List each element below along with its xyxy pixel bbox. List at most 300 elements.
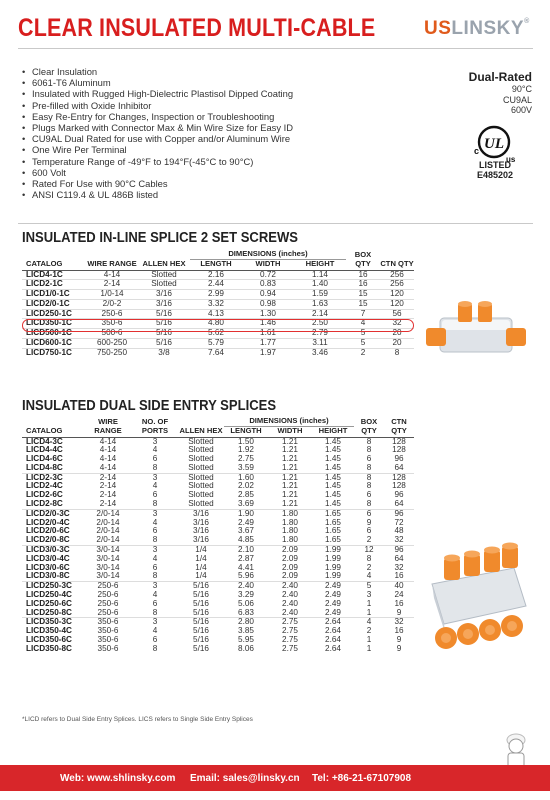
- table-cell: 128: [392, 481, 406, 491]
- table2-title: INSULATED DUAL SIDE ENTRY SPLICES: [22, 398, 277, 414]
- table-cell: 1.45: [325, 445, 341, 455]
- inline-splice-photo: [420, 292, 532, 374]
- table-cell: 64: [394, 499, 404, 509]
- table-cell: 9: [396, 635, 402, 645]
- catalog-cell: LICD2-8C: [26, 499, 63, 509]
- table-cell: 6: [152, 635, 158, 645]
- table-cell: 2.40: [224, 582, 268, 591]
- table-cell: 0.98: [242, 299, 294, 309]
- table-cell: 3: [132, 618, 178, 627]
- table-cell: 16: [394, 598, 404, 608]
- table-cell: 5/16: [193, 635, 209, 645]
- ul-c-text: c: [474, 146, 480, 156]
- table-cell: 1.77: [242, 339, 294, 349]
- logo-linsky-text: LINSKY: [451, 18, 525, 39]
- table-cell: 4.13: [190, 309, 242, 319]
- table-cell: 4: [152, 445, 158, 455]
- table-cell: 6: [152, 490, 158, 500]
- col-width: WIDTH: [255, 258, 281, 268]
- col-wire-range: WIRE RANGE: [94, 417, 122, 435]
- table-cell: 8.06: [238, 643, 254, 653]
- highlight-oval: [22, 319, 414, 332]
- table-cell: 2.80: [224, 618, 268, 627]
- catalog-cell: LICD2-1C: [22, 280, 86, 290]
- table-cell: 5/16: [138, 329, 190, 339]
- table-cell: 2.40: [268, 582, 312, 591]
- table-cell: 2.64: [325, 643, 341, 653]
- table-cell: 9: [396, 643, 402, 653]
- table-row: [22, 509, 414, 518]
- table-cell: 8: [152, 499, 158, 509]
- table-cell: 2.64: [325, 626, 341, 636]
- table-cell: 6: [152, 562, 158, 572]
- table-cell: 6: [366, 454, 372, 464]
- catalog-cell: LICD3/0-4C: [26, 553, 70, 563]
- dual-side-entry-table: [22, 417, 414, 654]
- table-cell: 256: [380, 280, 414, 290]
- table-cell: 15: [346, 290, 380, 300]
- table-cell: 32: [394, 562, 404, 572]
- table-cell: 5/16: [193, 598, 209, 608]
- table-cell: 3.85: [238, 626, 254, 636]
- catalog-cell: LICD600-1C: [22, 339, 86, 349]
- table-cell: 1.65: [325, 526, 341, 536]
- table-cell: 72: [394, 517, 404, 527]
- table-cell: Slotted: [178, 473, 224, 482]
- table-cell: 5/16: [178, 618, 224, 627]
- table-cell: 350-6: [86, 319, 138, 329]
- table-cell: 24: [394, 590, 404, 600]
- table-cell: 1.80: [268, 509, 312, 518]
- table-cell: 2.64: [325, 635, 341, 645]
- table-cell: 4-14: [103, 269, 121, 279]
- table-cell: 4-14: [99, 436, 117, 446]
- table-cell: 3.46: [294, 348, 346, 357]
- table-cell: 2.49: [325, 590, 341, 600]
- logo-us-text: US: [424, 18, 452, 39]
- table-cell: 4: [366, 571, 372, 581]
- table-cell: 8: [366, 499, 372, 509]
- table-cell: 1.65: [325, 517, 341, 527]
- table-cell: 350-6: [97, 626, 119, 636]
- table-cell: 250-6: [86, 309, 138, 319]
- table-cell: 1.46: [242, 319, 294, 329]
- table-row: [22, 437, 414, 446]
- table-row: [22, 482, 414, 491]
- table-cell: 3: [132, 582, 178, 591]
- table-row: [22, 636, 414, 645]
- table-row: [22, 473, 414, 482]
- table-cell: 128: [384, 473, 414, 482]
- table-cell: 3.29: [238, 590, 254, 600]
- page-title: CLEAR INSULATED MULTI-CABLE: [18, 14, 376, 42]
- listed-text: LISTED: [478, 160, 511, 170]
- table-cell: 1.61: [242, 329, 294, 339]
- table-cell: 2.75: [282, 626, 298, 636]
- table-cell: 2: [366, 626, 372, 636]
- table-cell: 32: [380, 319, 414, 329]
- table-cell: 2: [346, 348, 380, 357]
- table-cell: 1.45: [325, 490, 341, 500]
- col-allen-hex: ALLEN HEX: [142, 258, 186, 268]
- table-cell: 6: [366, 490, 372, 500]
- table-cell: 2.09: [282, 571, 298, 581]
- table-cell: 56: [380, 309, 414, 319]
- table-cell: 6: [354, 509, 384, 518]
- catalog-cell: LICD2/0-8C: [26, 535, 70, 545]
- catalog-cell: LICD250-4C: [26, 590, 72, 600]
- table-cell: 250-6: [97, 598, 119, 608]
- table-cell: 1.21: [282, 454, 298, 464]
- table-cell: 8: [366, 436, 372, 446]
- table-cell: 5/16: [138, 309, 190, 319]
- col-length: LENGTH: [230, 425, 262, 435]
- table-cell: 5/16: [193, 643, 209, 653]
- table-cell: 250-6: [97, 607, 119, 617]
- table-row: [22, 572, 414, 581]
- catalog-cell: LICD2/0-6C: [26, 526, 70, 536]
- table-cell: 1.21: [282, 462, 298, 472]
- table-cell: 0.83: [242, 280, 294, 290]
- catalog-cell: LICD350-6C: [26, 635, 72, 645]
- table-cell: 2.49: [325, 598, 341, 608]
- table-cell: 1.30: [242, 309, 294, 319]
- table-cell: 32: [394, 535, 404, 545]
- table-row: [22, 564, 414, 573]
- table-cell: 2-14: [99, 481, 117, 491]
- table-cell: 5/16: [193, 626, 209, 636]
- table-cell: 3/0-14: [96, 562, 120, 572]
- table-cell: 2.49: [238, 517, 254, 527]
- table-cell: 2: [366, 535, 372, 545]
- table-cell: 8: [152, 462, 158, 472]
- table-cell: 5: [354, 582, 384, 591]
- table-row: [22, 627, 414, 636]
- table-cell: 3/0-14: [84, 546, 132, 555]
- table-cell: 1: [366, 598, 372, 608]
- catalog-cell: LICD2-4C: [26, 481, 63, 491]
- table-cell: 16: [394, 571, 404, 581]
- table-cell: 1.65: [312, 509, 354, 518]
- table-cell: 5.06: [238, 598, 254, 608]
- table-cell: 6: [152, 598, 158, 608]
- table-row: [22, 464, 414, 473]
- table-cell: 5/16: [178, 582, 224, 591]
- feature-item: • 600 Volt: [22, 167, 293, 178]
- table-row: [22, 618, 414, 627]
- feature-item: • ANSI C119.4 & UL 486B listed: [22, 189, 293, 200]
- table-cell: 1/4: [195, 553, 207, 563]
- table-cell: 1.21: [282, 445, 298, 455]
- table-cell: 1.65: [325, 535, 341, 545]
- table-cell: 4: [152, 590, 158, 600]
- section-divider: [18, 223, 533, 224]
- table-cell: 2.09: [282, 562, 298, 572]
- table-row: [22, 339, 414, 349]
- col-catalog: CATALOG: [26, 425, 63, 435]
- table-cell: 3: [132, 473, 178, 482]
- table-cell: 20: [380, 329, 414, 339]
- table-cell: 1.60: [224, 473, 268, 482]
- table-row: [22, 455, 414, 464]
- header-divider: [18, 48, 533, 49]
- table-cell: 4-14: [99, 462, 117, 472]
- table-cell: 3.69: [238, 499, 254, 509]
- table-cell: 20: [380, 339, 414, 349]
- table-cell: 1/4: [195, 571, 207, 581]
- catalog-cell: LICD4-3C: [26, 436, 63, 446]
- table-cell: 1.21: [282, 499, 298, 509]
- table-cell: 8: [366, 462, 372, 472]
- table-cell: 1.59: [294, 290, 346, 300]
- table-cell: 9: [366, 517, 372, 527]
- table-cell: 1.40: [294, 280, 346, 290]
- table-cell: Slotted: [151, 269, 177, 279]
- table-cell: 2.02: [238, 481, 254, 491]
- table-cell: 8: [152, 643, 158, 653]
- table-cell: 6: [152, 526, 158, 536]
- col-dimensions: DIMENSIONS (inches): [224, 417, 354, 426]
- table-cell: 1: [366, 607, 372, 617]
- table-cell: 96: [384, 509, 414, 518]
- table-cell: 1.80: [282, 526, 298, 536]
- table-cell: 0.94: [242, 290, 294, 300]
- table-cell: 2/0-14: [96, 517, 120, 527]
- table-cell: 1/0-14: [86, 290, 138, 300]
- table-cell: 2.44: [190, 280, 242, 290]
- table-cell: 1/4: [178, 546, 224, 555]
- table-cell: 3/16: [193, 517, 209, 527]
- table-cell: 1.45: [312, 473, 354, 482]
- table-cell: 4: [152, 626, 158, 636]
- table-cell: 5/16: [193, 607, 209, 617]
- table-cell: 2.40: [282, 598, 298, 608]
- catalog-cell: LICD350-4C: [26, 626, 72, 636]
- table-cell: 7: [346, 309, 380, 319]
- table-cell: 8: [366, 553, 372, 563]
- catalog-cell: LICD3/0-3C: [22, 546, 84, 555]
- table-cell: 8: [366, 445, 372, 455]
- table-cell: 3/16: [138, 290, 190, 300]
- table-cell: 250-6: [97, 590, 119, 600]
- table-cell: 96: [394, 454, 404, 464]
- table-row: [22, 446, 414, 455]
- table-cell: 1.97: [242, 348, 294, 357]
- table-cell: 64: [394, 462, 404, 472]
- table-cell: 1.92: [238, 445, 254, 455]
- table-row: [22, 491, 414, 500]
- table-cell: 48: [394, 526, 404, 536]
- table-cell: 1.21: [268, 473, 312, 482]
- feature-item: • Plugs Marked with Connector Max & Min Wire Size for Easy ID: [22, 122, 293, 133]
- table-cell: 8: [366, 481, 372, 491]
- table-cell: 6: [366, 526, 372, 536]
- table-row: [22, 299, 414, 309]
- table-cell: 5.79: [190, 339, 242, 349]
- dual-rated-heading: Dual-Rated: [468, 70, 532, 84]
- table-cell: 4.85: [238, 535, 254, 545]
- feature-item: • 6061-T6 Aluminum: [22, 77, 293, 88]
- table-cell: 2.79: [294, 329, 346, 339]
- table-cell: 1.99: [312, 546, 354, 555]
- feature-list: [22, 66, 293, 200]
- table-cell: 2.09: [268, 546, 312, 555]
- table-cell: 1.80: [282, 517, 298, 527]
- table-cell: 5/16: [138, 319, 190, 329]
- table-cell: 3/16: [193, 535, 209, 545]
- feature-item: • Rated For Use with 90°C Cables: [22, 178, 293, 189]
- table-cell: 1.99: [325, 562, 341, 572]
- table-row: [22, 600, 414, 609]
- table-cell: 1.45: [325, 462, 341, 472]
- col-box-qty: BOX QTY: [354, 250, 372, 268]
- table-row: [22, 536, 414, 545]
- table-cell: Slotted: [188, 436, 214, 446]
- table-cell: 0.72: [260, 269, 276, 279]
- catalog-cell: LICD4-6C: [26, 454, 63, 464]
- catalog-cell: LICD2/0-1C: [22, 299, 86, 309]
- table-row: [22, 582, 414, 591]
- table-cell: 5.95: [238, 635, 254, 645]
- table-row: [22, 527, 414, 536]
- website-link[interactable]: Web: www.shlinsky.com: [60, 773, 176, 784]
- contact-footer: [0, 765, 550, 791]
- table-cell: 4-14: [99, 445, 117, 455]
- table-cell: 3/16: [193, 526, 209, 536]
- table-cell: 3/8: [138, 348, 190, 357]
- feature-item: • Pre-filled with Oxide Inhibitor: [22, 100, 293, 111]
- table-cell: 3/0-14: [96, 571, 120, 581]
- table-cell: 8: [152, 535, 158, 545]
- table-row: [22, 519, 414, 528]
- table-cell: 5.96: [238, 571, 254, 581]
- feature-item: • Clear Insulation: [22, 66, 293, 77]
- table-cell: 5.62: [190, 329, 242, 339]
- ul-mark-text: UL: [484, 136, 504, 152]
- table-cell: Slotted: [188, 481, 214, 491]
- table-cell: Slotted: [188, 445, 214, 455]
- table-cell: 96: [384, 546, 414, 555]
- table-cell: 120: [380, 299, 414, 309]
- rating-line: CU9AL: [502, 94, 532, 105]
- catalog-cell: LICD2/0-4C: [26, 517, 70, 527]
- table-cell: Slotted: [138, 280, 190, 290]
- col-catalog: CATALOG: [26, 258, 63, 268]
- table-cell: 15: [346, 299, 380, 309]
- table-cell: 1.45: [325, 499, 341, 509]
- table1-title: INSULATED IN-LINE SPLICE 2 SET SCREWS: [22, 230, 299, 246]
- ul-file-number: E485202: [476, 170, 514, 180]
- table-row: [22, 348, 414, 357]
- table-cell: 2-14: [99, 499, 117, 509]
- table-cell: 2/0-14: [96, 526, 120, 536]
- table-cell: 4: [152, 481, 158, 491]
- col-allen-hex: ALLEN HEX: [179, 425, 223, 435]
- table-row: [22, 555, 414, 564]
- table-cell: 2.16: [208, 269, 224, 279]
- table-cell: 6.83: [238, 607, 254, 617]
- table-cell: 4: [152, 553, 158, 563]
- table-cell: 5: [346, 339, 380, 349]
- table-cell: 16: [394, 626, 404, 636]
- feature-item: • Insulated with Rugged High-Dielectric Plastisol Dipped Coating: [22, 88, 293, 99]
- col-width: WIDTH: [277, 425, 303, 435]
- catalog-cell: LICD3/0-6C: [26, 562, 70, 572]
- table-cell: 2-14: [86, 280, 138, 290]
- table-cell: 64: [394, 553, 404, 563]
- table-cell: 2.99: [190, 290, 242, 300]
- table-cell: 5/16: [138, 339, 190, 349]
- feature-item: • Temperature Range of -49°F to 194°F(-45°C to 90°C): [22, 156, 293, 167]
- email-link[interactable]: Email: sales@linsky.cn: [190, 773, 300, 784]
- table-cell: 8: [152, 607, 158, 617]
- col-ctn-qty: CTN QTY: [391, 417, 407, 435]
- catalog-cell: LICD3/0-8C: [26, 571, 70, 581]
- catalog-cell: LICD350-3C: [22, 618, 84, 627]
- dual-side-entry-photo: [418, 540, 536, 670]
- catalog-cell: LICD250-6C: [26, 598, 72, 608]
- table-cell: 3.59: [238, 462, 254, 472]
- table-cell: 32: [384, 618, 414, 627]
- table-cell: 3: [132, 546, 178, 555]
- table-cell: 2.85: [238, 490, 254, 500]
- col-height: HEIGHT: [305, 258, 335, 268]
- table-cell: 1/4: [195, 562, 207, 572]
- catalog-cell: LICD1/0-1C: [22, 290, 86, 300]
- catalog-cell: LICD2-3C: [22, 473, 84, 482]
- catalog-cell: LICD4-4C: [26, 445, 63, 455]
- dual-rated-block: [432, 70, 532, 116]
- table-cell: 4.41: [238, 562, 254, 572]
- table-row: [22, 290, 414, 300]
- table-cell: Slotted: [188, 490, 214, 500]
- table-cell: 2.75: [268, 618, 312, 627]
- catalog-cell: LICD250-1C: [22, 309, 86, 319]
- col-height: HEIGHT: [318, 425, 348, 435]
- table-cell: 3/0-14: [96, 553, 120, 563]
- table-cell: 2-14: [99, 490, 117, 500]
- catalog-cell: LICD350-1C: [22, 319, 86, 329]
- table-cell: 1.14: [312, 269, 328, 279]
- table-cell: 96: [394, 490, 404, 500]
- brand-logo: [424, 18, 530, 40]
- table-cell: 1.45: [325, 454, 341, 464]
- table-cell: 4: [346, 319, 380, 329]
- table-cell: 2.75: [282, 643, 298, 653]
- table-cell: 1: [366, 643, 372, 653]
- table-cell: 2/0-2: [86, 299, 138, 309]
- table-cell: 1.63: [294, 299, 346, 309]
- table-row: [22, 591, 414, 600]
- feature-item: • One Wire Per Terminal: [22, 144, 293, 155]
- feature-item: • Easy Re-Entry for Changes, Inspection or Troubleshooting: [22, 111, 293, 122]
- table-cell: 3.67: [238, 526, 254, 536]
- table-cell: 2.49: [312, 582, 354, 591]
- table-cell: 2.14: [294, 309, 346, 319]
- table-cell: 500-6: [86, 329, 138, 339]
- catalog-cell: LICD250-8C: [26, 607, 72, 617]
- table-row: [22, 609, 414, 618]
- table-cell: 120: [380, 290, 414, 300]
- table-cell: 2/0-14: [84, 509, 132, 518]
- table-cell: Slotted: [188, 454, 214, 464]
- logo-registered-mark: ®: [524, 18, 530, 25]
- table-cell: 2.87: [238, 553, 254, 563]
- table-cell: 3/16: [178, 509, 224, 518]
- table-cell: 250-6: [84, 582, 132, 591]
- phone-number: Tel: +86-21-67107908: [312, 773, 412, 784]
- table-cell: 1.45: [325, 481, 341, 491]
